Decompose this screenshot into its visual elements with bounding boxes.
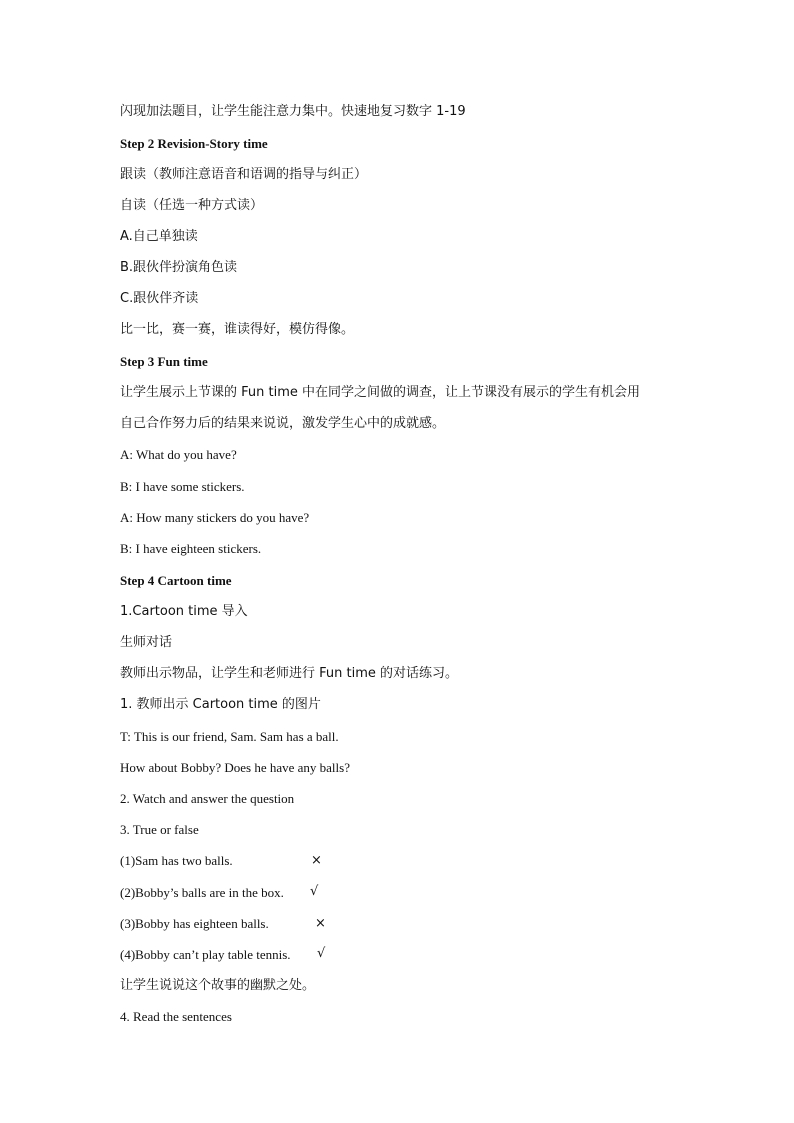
text-line-4: 自读（任选一种方式读）	[120, 198, 264, 213]
text-line-1: 闪现加法题目，让学生能注意力集中。快速地复习数字 1-19	[120, 104, 466, 119]
text-line-30: 4. Read the sentences	[120, 1009, 232, 1024]
text-line-22: How about Bobby? Does he have any balls?	[120, 760, 350, 775]
text-line-5: A.自己单独读	[120, 229, 198, 244]
heading-step-4: Step 4 Cartoon time	[120, 573, 232, 588]
text-line-3: 跟读（教师注意语音和语调的指导与纠正）	[120, 167, 368, 182]
true-false-item-2: (2)Bobby’s balls are in the box.	[120, 885, 284, 900]
text-line-21: T: This is our friend, Sam. Sam has a ball.	[120, 729, 339, 744]
text-line-23: 2. Watch and answer the question	[120, 791, 295, 806]
dialog-line-a2: A: How many stickers do you have?	[120, 510, 310, 525]
heading-step-2: Step 2 Revision-Story time	[120, 136, 268, 151]
dialog-line-b1: B: I have some stickers.	[120, 479, 245, 494]
dialog-line-a1: A: What do you have?	[120, 447, 237, 462]
text-line-7: C.跟伙伴齐读	[120, 291, 199, 306]
check-mark-4: √	[317, 946, 326, 961]
text-line-10: 让学生展示上节课的 Fun time 中在同学之间做的调查，让上节课没有展示的学生有机会用	[120, 385, 641, 400]
true-false-item-1: (1)Sam has two balls.	[120, 853, 233, 868]
text-line-29: 让学生说说这个故事的幽默之处。	[120, 978, 316, 993]
dialog-line-b2: B: I have eighteen stickers.	[120, 541, 262, 556]
check-mark-2: √	[310, 884, 319, 899]
text-line-18: 生师对话	[120, 635, 173, 650]
true-false-item-4: (4)Bobby can’t play table tennis.	[120, 947, 291, 962]
text-line-8: 比一比，赛一赛，谁读得好，模仿得像。	[120, 322, 355, 337]
text-line-6: B.跟伙伴扮演角色读	[120, 260, 238, 275]
heading-step-3: Step 3 Fun time	[120, 354, 208, 369]
text-line-20: 1. 教师出示 Cartoon time 的图片	[120, 697, 321, 712]
text-line-24: 3. True or false	[120, 822, 199, 837]
true-false-item-3: (3)Bobby has eighteen balls.	[120, 916, 269, 931]
cross-mark-1: ×	[311, 853, 322, 868]
cross-mark-3: ×	[315, 916, 326, 931]
text-line-19: 教师出示物品，让学生和老师进行 Fun time 的对话练习。	[120, 666, 459, 681]
text-line-11: 自己合作努力后的结果来说说，激发学生心中的成就感。	[120, 416, 446, 431]
text-line-17: 1.Cartoon time 导入	[120, 604, 248, 619]
